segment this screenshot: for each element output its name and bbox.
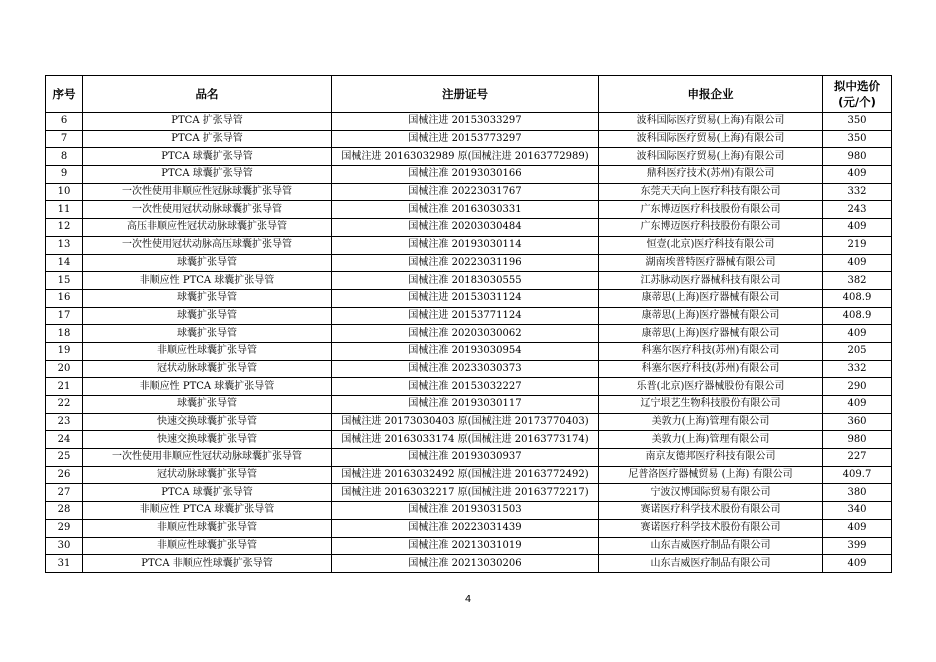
cell-company: 恒壹(北京)医疗科技有限公司 xyxy=(599,236,823,254)
cell-no: 27 xyxy=(46,484,83,502)
price-table xyxy=(45,75,892,573)
cell-no: 31 xyxy=(46,555,83,573)
table-row xyxy=(46,272,892,290)
cell-registration: 国械注准 20193030117 xyxy=(332,396,599,414)
cell-name: 球囊扩张导管 xyxy=(83,396,332,414)
cell-no: 7 xyxy=(46,130,83,148)
cell-no: 10 xyxy=(46,183,83,201)
cell-company: 山东吉威医疗制品有限公司 xyxy=(599,555,823,573)
cell-price: 350 xyxy=(823,113,892,131)
cell-no: 19 xyxy=(46,342,83,360)
cell-registration: 国械注进 20153771124 xyxy=(332,307,599,325)
cell-registration: 国械注准 20183030555 xyxy=(332,272,599,290)
cell-name: PTCA 球囊扩张导管 xyxy=(83,148,332,166)
header-company: 申报企业 xyxy=(599,76,823,113)
cell-price: 332 xyxy=(823,183,892,201)
table-body xyxy=(46,113,892,573)
cell-company: 赛诺医疗科学技术股份有限公司 xyxy=(599,519,823,537)
cell-price: 399 xyxy=(823,537,892,555)
cell-name: 高压非顺应性冠状动脉球囊扩张导管 xyxy=(83,219,332,237)
cell-price: 350 xyxy=(823,130,892,148)
cell-registration: 国械注进 20153031124 xyxy=(332,289,599,307)
cell-price: 380 xyxy=(823,484,892,502)
cell-price: 980 xyxy=(823,148,892,166)
header-price-line2: (元/个) xyxy=(838,95,876,109)
table-row xyxy=(46,466,892,484)
cell-company: 尼普洛医疗器械贸易 (上海) 有限公司 xyxy=(599,466,823,484)
cell-price: 409.7 xyxy=(823,466,892,484)
table-row xyxy=(46,254,892,272)
cell-name: PTCA 扩张导管 xyxy=(83,113,332,131)
table-row xyxy=(46,502,892,520)
table-row xyxy=(46,342,892,360)
table-row xyxy=(46,360,892,378)
cell-registration: 国械注进 20153773297 xyxy=(332,130,599,148)
cell-registration: 国械注准 20193030937 xyxy=(332,449,599,467)
cell-no: 8 xyxy=(46,148,83,166)
table-row xyxy=(46,113,892,131)
table-row xyxy=(46,378,892,396)
cell-no: 22 xyxy=(46,396,83,414)
cell-company: 波科国际医疗贸易(上海)有限公司 xyxy=(599,130,823,148)
cell-price: 360 xyxy=(823,413,892,431)
cell-name: PTCA 扩张导管 xyxy=(83,130,332,148)
cell-company: 科塞尔医疗科技(苏州)有限公司 xyxy=(599,342,823,360)
table-row xyxy=(46,325,892,343)
header-price-line1: 拟中选价 xyxy=(834,79,880,93)
cell-company: 美敦力(上海)管理有限公司 xyxy=(599,431,823,449)
cell-name: 一次性使用非顺应性冠状动脉球囊扩张导管 xyxy=(83,449,332,467)
cell-company: 东莞天天向上医疗科技有限公司 xyxy=(599,183,823,201)
cell-price: 205 xyxy=(823,342,892,360)
cell-registration: 国械注准 20193030114 xyxy=(332,236,599,254)
cell-no: 17 xyxy=(46,307,83,325)
cell-price: 409 xyxy=(823,219,892,237)
header-no: 序号 xyxy=(46,76,83,113)
cell-company: 鼎科医疗技术(苏州)有限公司 xyxy=(599,166,823,184)
cell-company: 康蒂思(上海)医疗器械有限公司 xyxy=(599,307,823,325)
cell-price: 332 xyxy=(823,360,892,378)
cell-no: 14 xyxy=(46,254,83,272)
cell-company: 波科国际医疗贸易(上海)有限公司 xyxy=(599,113,823,131)
cell-no: 29 xyxy=(46,519,83,537)
cell-registration: 国械注准 20213031019 xyxy=(332,537,599,555)
cell-company: 波科国际医疗贸易(上海)有限公司 xyxy=(599,148,823,166)
cell-registration: 国械注准 20213030206 xyxy=(332,555,599,573)
cell-price: 409 xyxy=(823,396,892,414)
cell-name: 非顺应性球囊扩张导管 xyxy=(83,537,332,555)
cell-company: 康蒂思(上海)医疗器械有限公司 xyxy=(599,289,823,307)
header-price xyxy=(823,76,892,113)
cell-no: 12 xyxy=(46,219,83,237)
table-row xyxy=(46,396,892,414)
cell-no: 26 xyxy=(46,466,83,484)
page-number: 4 xyxy=(464,594,472,605)
cell-no: 13 xyxy=(46,236,83,254)
cell-price: 409 xyxy=(823,254,892,272)
cell-no: 18 xyxy=(46,325,83,343)
cell-no: 23 xyxy=(46,413,83,431)
cell-price: 408.9 xyxy=(823,289,892,307)
cell-no: 16 xyxy=(46,289,83,307)
cell-price: 408.9 xyxy=(823,307,892,325)
cell-registration: 国械注进 20153033297 xyxy=(332,113,599,131)
cell-price: 409 xyxy=(823,325,892,343)
cell-name: PTCA 球囊扩张导管 xyxy=(83,166,332,184)
cell-company: 辽宁垠艺生物科技股份有限公司 xyxy=(599,396,823,414)
cell-name: PTCA 非顺应性球囊扩张导管 xyxy=(83,555,332,573)
cell-price: 219 xyxy=(823,236,892,254)
table-row xyxy=(46,307,892,325)
cell-registration: 国械注进 20163032492 原(国械注进 20163772492) xyxy=(332,466,599,484)
table-row xyxy=(46,219,892,237)
cell-registration: 国械注准 20203030062 xyxy=(332,325,599,343)
cell-price: 227 xyxy=(823,449,892,467)
table-row xyxy=(46,449,892,467)
cell-registration: 国械注准 20203030484 xyxy=(332,219,599,237)
header-row xyxy=(46,76,892,113)
cell-registration: 国械注准 20223031196 xyxy=(332,254,599,272)
table-row xyxy=(46,555,892,573)
table-row xyxy=(46,289,892,307)
cell-registration: 国械注准 20193031503 xyxy=(332,502,599,520)
cell-name: 球囊扩张导管 xyxy=(83,254,332,272)
cell-no: 24 xyxy=(46,431,83,449)
cell-no: 20 xyxy=(46,360,83,378)
cell-price: 409 xyxy=(823,555,892,573)
cell-name: 快速交换球囊扩张导管 xyxy=(83,413,332,431)
table-row xyxy=(46,201,892,219)
cell-no: 9 xyxy=(46,166,83,184)
cell-price: 290 xyxy=(823,378,892,396)
cell-name: 非顺应性 PTCA 球囊扩张导管 xyxy=(83,502,332,520)
cell-no: 25 xyxy=(46,449,83,467)
cell-registration: 国械注准 20233030373 xyxy=(332,360,599,378)
table-row xyxy=(46,484,892,502)
table-row xyxy=(46,413,892,431)
cell-no: 11 xyxy=(46,201,83,219)
cell-name: 非顺应性球囊扩张导管 xyxy=(83,519,332,537)
table-row xyxy=(46,148,892,166)
table-row xyxy=(46,236,892,254)
cell-registration: 国械注进 20173030403 原(国械注进 20173770403) xyxy=(332,413,599,431)
cell-name: PTCA 球囊扩张导管 xyxy=(83,484,332,502)
cell-no: 28 xyxy=(46,502,83,520)
cell-name: 球囊扩张导管 xyxy=(83,289,332,307)
cell-company: 广东博迈医疗科技股份有限公司 xyxy=(599,201,823,219)
cell-price: 409 xyxy=(823,166,892,184)
cell-name: 一次性使用冠状动脉高压球囊扩张导管 xyxy=(83,236,332,254)
cell-name: 快速交换球囊扩张导管 xyxy=(83,431,332,449)
table-row xyxy=(46,537,892,555)
table-row xyxy=(46,519,892,537)
cell-price: 243 xyxy=(823,201,892,219)
cell-company: 江苏脉动医疗器械科技有限公司 xyxy=(599,272,823,290)
cell-name: 非顺应性球囊扩张导管 xyxy=(83,342,332,360)
cell-price: 340 xyxy=(823,502,892,520)
cell-company: 乐普(北京)医疗器械股份有限公司 xyxy=(599,378,823,396)
cell-name: 一次性使用冠状动脉球囊扩张导管 xyxy=(83,201,332,219)
cell-name: 球囊扩张导管 xyxy=(83,307,332,325)
cell-registration: 国械注准 20223031767 xyxy=(332,183,599,201)
cell-name: 冠状动脉球囊扩张导管 xyxy=(83,466,332,484)
table-row xyxy=(46,183,892,201)
cell-company: 湖南埃普特医疗器械有限公司 xyxy=(599,254,823,272)
cell-registration: 国械注准 20153032227 xyxy=(332,378,599,396)
cell-no: 30 xyxy=(46,537,83,555)
cell-name: 球囊扩张导管 xyxy=(83,325,332,343)
cell-registration: 国械注准 20223031439 xyxy=(332,519,599,537)
cell-company: 康蒂思(上海)医疗器械有限公司 xyxy=(599,325,823,343)
cell-company: 山东吉威医疗制品有限公司 xyxy=(599,537,823,555)
cell-company: 美敦力(上海)管理有限公司 xyxy=(599,413,823,431)
cell-no: 15 xyxy=(46,272,83,290)
header-registration: 注册证号 xyxy=(332,76,599,113)
cell-registration: 国械注进 20163033174 原(国械注进 20163773174) xyxy=(332,431,599,449)
cell-price: 382 xyxy=(823,272,892,290)
cell-company: 科塞尔医疗科技(苏州)有限公司 xyxy=(599,360,823,378)
cell-registration: 国械注进 20163032989 原(国械注进 20163772989) xyxy=(332,148,599,166)
header-name: 品名 xyxy=(83,76,332,113)
table-row xyxy=(46,130,892,148)
table-row xyxy=(46,431,892,449)
cell-company: 南京友德邦医疗科技有限公司 xyxy=(599,449,823,467)
cell-price: 980 xyxy=(823,431,892,449)
cell-name: 非顺应性 PTCA 球囊扩张导管 xyxy=(83,378,332,396)
cell-company: 广东博迈医疗科技股份有限公司 xyxy=(599,219,823,237)
cell-registration: 国械注准 20163030331 xyxy=(332,201,599,219)
cell-company: 宁波汉博国际贸易有限公司 xyxy=(599,484,823,502)
cell-name: 冠状动脉球囊扩张导管 xyxy=(83,360,332,378)
cell-registration: 国械注准 20193030166 xyxy=(332,166,599,184)
table-row xyxy=(46,166,892,184)
cell-name: 非顺应性 PTCA 球囊扩张导管 xyxy=(83,272,332,290)
cell-registration: 国械注准 20193030954 xyxy=(332,342,599,360)
cell-registration: 国械注进 20163032217 原(国械注进 20163772217) xyxy=(332,484,599,502)
cell-no: 6 xyxy=(46,113,83,131)
cell-name: 一次性使用非顺应性冠脉球囊扩张导管 xyxy=(83,183,332,201)
cell-company: 赛诺医疗科学技术股份有限公司 xyxy=(599,502,823,520)
cell-no: 21 xyxy=(46,378,83,396)
cell-price: 409 xyxy=(823,519,892,537)
